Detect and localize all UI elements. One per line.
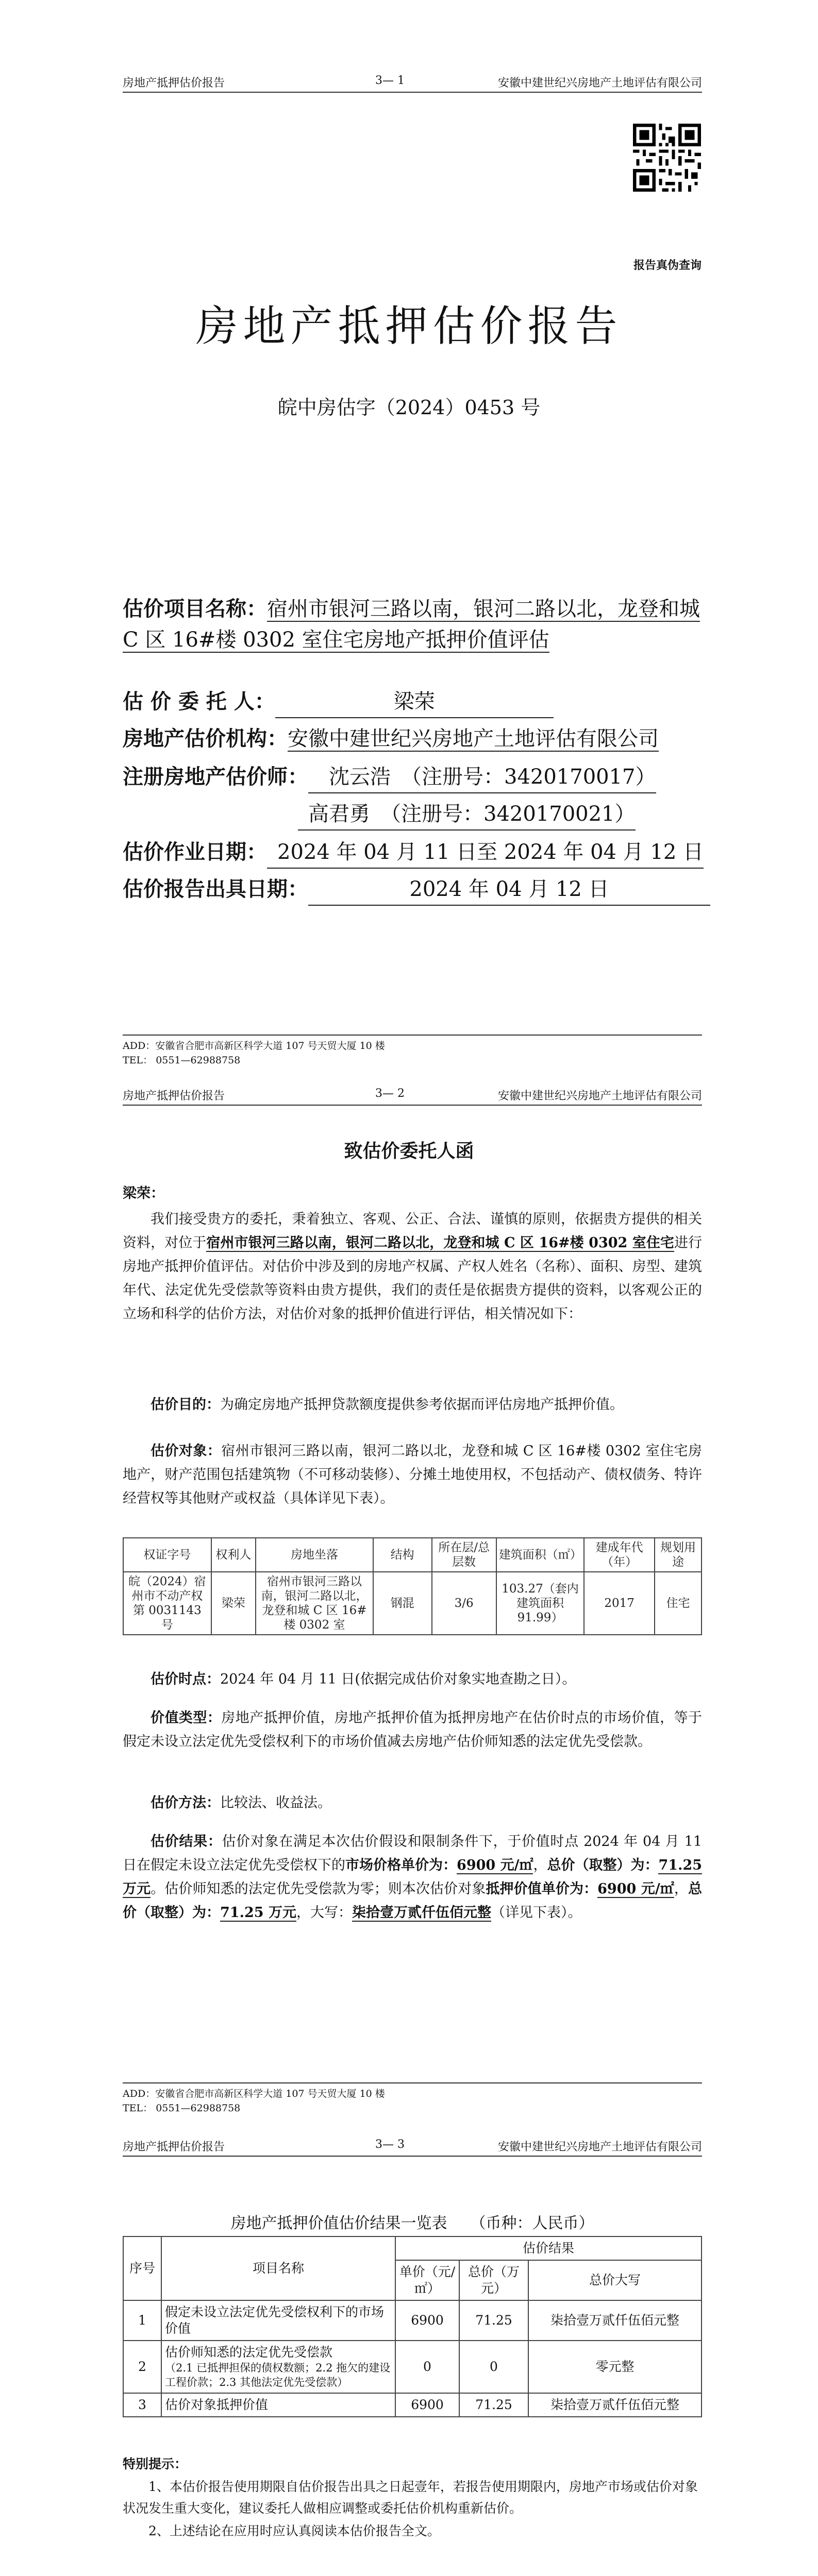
cell-item: 假定未设立法定优先受偿权利下的市场价值 — [161, 2300, 395, 2341]
special-notice-1: 1、本估价报告使用期限自估价报告出具之日起壹年，若报告使用期限内，房地产市场或估价对象状况发生重大变化，建议委托人做相应调整或委托估价机构重新估价。 — [123, 2479, 698, 2516]
purpose-text: 为确定房地产抵押贷款额度提供参考依据而评估房地产抵押价值。 — [220, 1397, 624, 1413]
header-title: 房地产抵押估价报告 — [123, 2141, 225, 2154]
footer-address: ADD：安徽省合肥市高新区科学大道 107 号天贸大厦 10 楼 — [123, 2088, 385, 2099]
property-table — [123, 1537, 702, 1635]
col-header: 所在层/总层数 — [432, 1538, 496, 1572]
cell-unit-price: 6900 — [395, 2300, 459, 2341]
table-row — [123, 2341, 702, 2393]
table-row — [123, 2300, 702, 2341]
header-company: 安徽中建世纪兴房地产土地评估有限公司 — [497, 77, 702, 90]
project-name-row — [123, 594, 710, 655]
header-page-number: 3— 1 — [375, 74, 405, 87]
cell-location: 宿州市银河三路以南，银河二路以北，龙登和城 C 区 16#楼 0302 室 — [256, 1572, 373, 1635]
cell-total: 71.25 — [459, 2393, 528, 2417]
col-header: 建成年代（年） — [584, 1538, 655, 1572]
header-company: 安徽中建世纪兴房地产土地评估有限公司 — [497, 1090, 702, 1103]
footer-tel: TEL： 0551—62988758 — [123, 1055, 241, 1066]
cell-upper: 零元整 — [528, 2341, 702, 2393]
cover-page — [0, 0, 818, 1073]
page-footer — [123, 1035, 702, 1067]
header-title: 房地产抵押估价报告 — [123, 1090, 225, 1103]
cell-unit-price: 6900 — [395, 2393, 459, 2417]
result-market-label: 市场价格单价为： — [345, 1857, 457, 1873]
cell-no: 3 — [123, 2393, 161, 2417]
method-text: 比较法、收益法。 — [220, 1795, 331, 1811]
col-header-total: 总价（万元） — [459, 2260, 528, 2300]
col-header: 权利人 — [211, 1538, 256, 1572]
table-row — [123, 1572, 702, 1635]
cell-item-title: 估价师知悉的法定优先受偿款 — [165, 2345, 333, 2360]
letter-salutation: 梁荣： — [123, 1185, 164, 1201]
report-number: 皖中房估字（2024）0453 号 — [277, 396, 541, 419]
appraiser-2: 高君勇 （注册号：3420170021） — [298, 799, 636, 831]
col-header-upper: 总价大写 — [528, 2260, 702, 2300]
col-header-no: 序号 — [123, 2236, 161, 2300]
cell-area: 103.27（套内建筑面积 91.99） — [496, 1572, 585, 1635]
footer-address: ADD：安徽省合肥市高新区科学大道 107 号天贸大厦 10 楼 — [123, 1040, 385, 1052]
cell-unit-price: 0 — [395, 2341, 459, 2393]
appraiser-1: 沈云浩 （注册号：3420170017） — [308, 761, 656, 793]
result-text: 估价对象在满足本次估价假设和限制条件下，于价值时点 2024 年 04 月 11 日在假定未设立法定优先受偿权下的 — [123, 1834, 702, 1873]
purpose-label: 估价目的： — [151, 1397, 220, 1413]
cell-structure: 钢混 — [373, 1572, 432, 1635]
time-paragraph — [123, 1668, 702, 1691]
page-header — [123, 65, 702, 93]
value-type-text: 房地产抵押价值，房地产抵押价值为抵押房地产在估价时点的市场价值，等于假定未设立法定优先受偿权利下的市场价值减去房地产估价师知悉的法定优先受偿款。 — [123, 1710, 703, 1750]
cell-no: 1 — [123, 2300, 161, 2341]
work-date-label: 估价作业日期： — [123, 840, 267, 864]
summary-page — [0, 2124, 818, 2576]
result-mortgage-unit: 6900 元/㎡ — [597, 1881, 674, 1897]
issue-date-label: 估价报告出具日期： — [123, 877, 308, 901]
col-header-result: 估价结果 — [395, 2236, 702, 2260]
col-header: 房地坐落 — [256, 1538, 373, 1572]
appraiser-label: 注册房地产估价师： — [123, 765, 308, 789]
cell-no: 2 — [123, 2341, 161, 2393]
letter-title: 致估价委托人函 — [344, 1140, 474, 1162]
summary-table — [123, 2236, 702, 2417]
method-paragraph — [123, 1791, 702, 1815]
client-value: 梁荣 — [275, 686, 554, 718]
result-market-total: 71.25 万元 — [123, 1857, 703, 1897]
result-total-label-2: 总价（取整）为： — [123, 1881, 702, 1921]
col-header-unit: 单价（元/㎡） — [395, 2260, 459, 2300]
result-total-label: 总价（取整）为： — [547, 1857, 659, 1873]
time-text: 2024 年 04 月 11 日(依据完成估价对象实地查勘之日）。 — [220, 1671, 576, 1687]
letter-intro — [123, 1208, 702, 1326]
table-header-row — [123, 2236, 702, 2260]
cell-owner: 梁荣 — [211, 1572, 256, 1635]
qr-code — [633, 124, 701, 192]
result-upper-label: ，大写： — [296, 1905, 352, 1921]
issue-date-value: 2024 年 04 月 12 日 — [308, 874, 710, 906]
special-notice-2: 2、上述结论在应用时应认真阅读本估价报告全文。 — [148, 2523, 440, 2538]
time-label: 估价时点： — [151, 1671, 220, 1687]
col-header-item: 项目名称 — [161, 2236, 395, 2300]
agency-label: 房地产估价机构： — [123, 726, 288, 751]
value-type-label: 价值类型： — [151, 1710, 222, 1726]
result-sep: ， — [533, 1857, 547, 1873]
header-page-number: 3— 3 — [375, 2138, 405, 2151]
result-mortgage-label: 抵押价值单价为： — [486, 1881, 598, 1897]
project-label: 估价项目名称： — [123, 597, 267, 621]
footer-tel: TEL： 0551—62988758 — [123, 2103, 241, 2114]
appraiser-row — [123, 761, 710, 793]
project-value: 宿州市银河三路以南，银河二路以北，龙登和城 C 区 16#楼 0302 室住宅房地产抵押价值评估 — [123, 597, 700, 652]
page-footer — [123, 2082, 702, 2115]
cell-total: 0 — [459, 2341, 528, 2393]
result-sep-2: ， — [674, 1881, 688, 1897]
cell-floor: 3/6 — [432, 1572, 496, 1635]
letter-page — [0, 1073, 818, 2124]
cell-total: 71.25 — [459, 2300, 528, 2341]
intro-text-c: 进行房地产抵押价值评估。对估价中涉及到的房地产权属、产权人姓名（名称）、面积、房型、建筑年代、法定优先受偿款等资料由贵方提供，我们的责任是依据贵方提供的资料，以客观公正的立场和科学的估价方法，对估价对象的抵押价值进行评估，相关情况如下： — [123, 1235, 703, 1322]
purpose-paragraph — [123, 1393, 702, 1417]
cell-item: 估价对象抵押价值 — [161, 2393, 395, 2417]
agency-value: 安徽中建世纪兴房地产土地评估有限公司 — [288, 727, 659, 751]
col-header: 规划用途 — [655, 1538, 702, 1572]
appraiser-row-2 — [298, 799, 710, 831]
agency-row — [123, 723, 710, 754]
work-date-value: 2024 年 04 月 11 日至 2024 年 04 月 12 日 — [267, 837, 704, 869]
table-header-row — [123, 1538, 702, 1572]
result-see-table: （详见下表）。 — [491, 1905, 582, 1921]
client-label: 估 价 委 托 人： — [123, 689, 275, 714]
work-date-row — [123, 837, 710, 869]
result-label: 估价结果： — [151, 1834, 222, 1850]
value-type-paragraph — [123, 1706, 702, 1754]
qr-caption: 报告真伪查询 — [633, 259, 702, 272]
cell-year: 2017 — [584, 1572, 655, 1635]
cell-cert-no: 皖（2024）宿州市不动产权第 0031143 号 — [123, 1572, 211, 1635]
method-label: 估价方法： — [151, 1795, 220, 1811]
result-market-unit: 6900 元/㎡ — [457, 1857, 533, 1873]
header-company: 安徽中建世纪兴房地产土地评估有限公司 — [497, 2141, 702, 2154]
cell-usage: 住宅 — [655, 1572, 702, 1635]
object-paragraph — [123, 1439, 702, 1511]
col-header: 权证字号 — [123, 1538, 211, 1572]
header-page-number: 3— 2 — [375, 1087, 405, 1100]
report-title: 房地产抵押估价报告 — [195, 302, 623, 351]
result-paragraph — [123, 1830, 702, 1925]
cell-upper: 柒拾壹万贰仟伍佰元整 — [528, 2300, 702, 2341]
page-header — [123, 2129, 702, 2157]
result-mortgage-total: 71.25 万元 — [220, 1905, 296, 1921]
object-label: 估价对象： — [151, 1443, 222, 1459]
intro-text-a: 我们接受贵方的委托，秉着独立、客观、公正、合法、谨慎的原则，依据贵方提供的相关资料，对位于 — [123, 1211, 702, 1251]
object-text: 宿州市银河三路以南，银河二路以北，龙登和城 C 区 16#楼 0302 室住宅房地产，财产范围包括建筑物（不可移动装修）、分摊土地使用权，不包括动产、债权债务、特许经营权等其他财产或权益（具体详见下表）。 — [123, 1443, 703, 1506]
client-row — [123, 686, 710, 718]
col-header: 建筑面积（㎡） — [496, 1538, 585, 1572]
result-upper-value: 柒拾壹万贰仟伍佰元整 — [352, 1905, 491, 1921]
special-notice-label: 特别提示： — [123, 2456, 188, 2471]
result-text-2: 。估价师知悉的法定优先受偿款为零；则本次估价对象 — [151, 1881, 486, 1897]
intro-property: 宿州市银河三路以南，银河二路以北，龙登和城 C 区 16#楼 0302 室住宅 — [206, 1235, 674, 1251]
issue-date-row — [123, 874, 710, 906]
table-row — [123, 2393, 702, 2417]
cell-upper: 柒拾壹万贰仟伍佰元整 — [528, 2393, 702, 2417]
col-header: 结构 — [373, 1538, 432, 1572]
page-header — [123, 1078, 702, 1106]
summary-table-title: 房地产抵押价值估价结果一览表 （币种：人民币） — [230, 2214, 594, 2232]
cell-item-detail: （2.1 已抵押担保的债权数额；2.2 拖欠的建设工程价款；2.3 其他法定优先受偿款） — [165, 2362, 391, 2388]
cell-item — [161, 2341, 395, 2393]
header-title: 房地产抵押估价报告 — [123, 77, 225, 90]
